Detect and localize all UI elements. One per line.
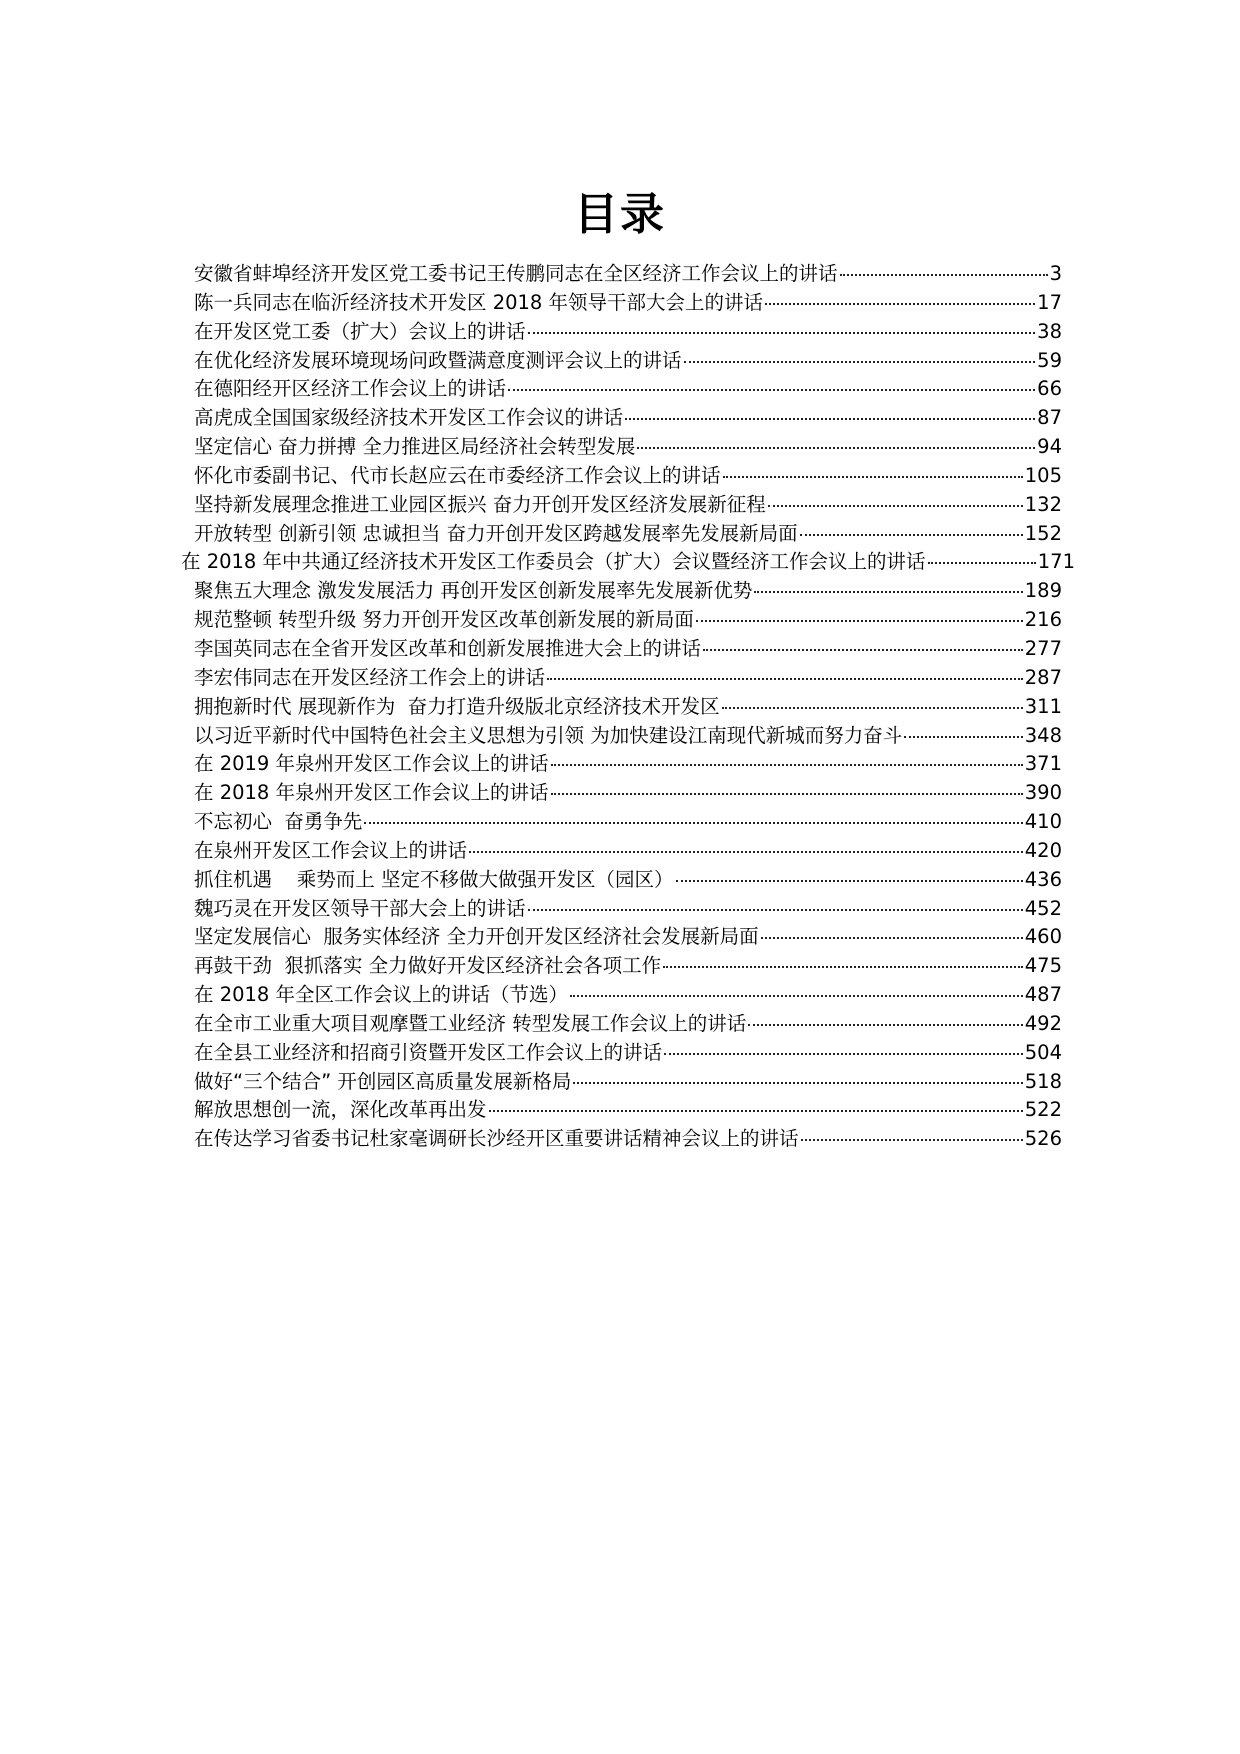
toc-dot-leader bbox=[508, 389, 1035, 391]
toc-page-number: 277 bbox=[1024, 636, 1062, 660]
toc-entry[interactable] bbox=[194, 808, 1062, 837]
toc-dot-leader bbox=[364, 822, 1022, 824]
toc-entry-title: 陈一兵同志在临沂经济技术开发区 2018 年领导干部大会上的讲话 bbox=[194, 290, 764, 314]
toc-entry-title: 在 2018 年全区工作会议上的讲话（节选） bbox=[194, 983, 569, 1007]
toc-page-number: 152 bbox=[1024, 521, 1062, 545]
toc-dot-leader bbox=[663, 966, 1023, 968]
toc-entry[interactable] bbox=[194, 750, 1062, 779]
toc-dot-leader bbox=[551, 793, 1023, 795]
toc-dot-leader bbox=[528, 332, 1036, 334]
toc-entry[interactable] bbox=[194, 577, 1062, 606]
toc-dot-leader bbox=[637, 447, 1035, 449]
toc-entry[interactable] bbox=[194, 1125, 1062, 1154]
toc-entry[interactable] bbox=[194, 462, 1062, 491]
toc-dot-leader bbox=[551, 764, 1023, 766]
toc-page-number: 66 bbox=[1037, 377, 1062, 401]
toc-page-number: 287 bbox=[1024, 665, 1062, 689]
toc-page-number: 132 bbox=[1024, 492, 1062, 516]
toc-page-number: 59 bbox=[1037, 348, 1062, 372]
toc-entry-title: 在 2019 年泉州开发区工作会议上的讲话 bbox=[194, 752, 549, 776]
toc-page-number: 189 bbox=[1024, 579, 1062, 603]
toc-entry[interactable] bbox=[194, 981, 1062, 1010]
toc-entry[interactable] bbox=[194, 404, 1062, 433]
toc-entry[interactable] bbox=[194, 433, 1062, 462]
toc-entry[interactable] bbox=[194, 779, 1062, 808]
toc-entry[interactable] bbox=[194, 693, 1062, 722]
toc-entry[interactable] bbox=[194, 1039, 1062, 1068]
toc-page-number: 38 bbox=[1037, 319, 1062, 343]
toc-entry-title: 聚焦五大理念 激发发展活力 再创开发区创新发展率先发展新优势 bbox=[194, 579, 753, 603]
toc-entry-title: 在全市工业重大项目观摩暨工业经济 转型发展工作会议上的讲话 bbox=[194, 1011, 747, 1035]
toc-entry-title: 坚持新发展理念推进工业园区振兴 奋力开创开发区经济发展新征程 bbox=[194, 492, 766, 516]
toc-dot-leader bbox=[684, 361, 1036, 363]
toc-page-number: 216 bbox=[1024, 608, 1062, 632]
toc-page-number: 518 bbox=[1024, 1069, 1062, 1093]
toc-dot-leader bbox=[761, 937, 1023, 939]
toc-dot-leader bbox=[754, 591, 1022, 593]
toc-entry-title: 规范整顿 转型升级 努力开创开发区改革创新发展的新局面 bbox=[194, 608, 694, 632]
toc-page-number: 311 bbox=[1024, 694, 1062, 718]
toc-dot-leader bbox=[547, 678, 1023, 680]
toc-entry-title: 坚定信心 奋力拼搏 全力推进区局经济社会转型发展 bbox=[194, 435, 636, 459]
toc-page-number: 390 bbox=[1024, 781, 1062, 805]
toc-entry-title: 在优化经济发展环境现场问政暨满意度测评会议上的讲话 bbox=[194, 348, 682, 372]
toc-entry-title: 不忘初心 奋勇争先 bbox=[194, 810, 363, 834]
toc-dot-leader bbox=[528, 909, 1023, 911]
toc-dot-leader bbox=[800, 534, 1023, 536]
toc-entry-title: 在全县工业经济和招商引资暨开发区工作会议上的讲话 bbox=[194, 1040, 663, 1064]
toc-entry-title: 再鼓干劲 狠抓落实 全力做好开发区经济社会各项工作 bbox=[194, 954, 662, 978]
toc-entry-title: 做好“三个结合” 开创园区高质量发展新格局 bbox=[194, 1069, 572, 1093]
toc-entry[interactable] bbox=[194, 664, 1062, 693]
table-of-contents bbox=[181, 260, 1075, 1154]
toc-dot-leader bbox=[625, 418, 1035, 420]
toc-entry[interactable] bbox=[194, 1010, 1062, 1039]
toc-entry[interactable] bbox=[194, 866, 1062, 895]
toc-page-number: 436 bbox=[1024, 867, 1062, 891]
toc-entry-title: 李国英同志在全省开发区改革和创新发展推进大会上的讲话 bbox=[194, 636, 702, 660]
toc-page-number: 94 bbox=[1037, 435, 1062, 459]
toc-entry-title: 开放转型 创新引领 忠诚担当 奋力开创开发区跨越发展率先发展新局面 bbox=[194, 521, 798, 545]
toc-dot-leader bbox=[676, 880, 1023, 882]
toc-page-number: 105 bbox=[1024, 463, 1062, 487]
toc-entry[interactable] bbox=[194, 606, 1062, 635]
toc-page-number: 17 bbox=[1037, 290, 1062, 314]
toc-entry[interactable] bbox=[194, 895, 1062, 924]
toc-entry-title: 李宏伟同志在开发区经济工作会上的讲话 bbox=[194, 665, 546, 689]
toc-page-number: 348 bbox=[1024, 723, 1062, 747]
toc-entry[interactable] bbox=[194, 635, 1062, 664]
toc-page-number: 492 bbox=[1024, 1011, 1062, 1035]
toc-entry-title: 在 2018 年中共通辽经济技术开发区工作委员会（扩大）会议暨经济工作会议上的讲话 bbox=[181, 550, 926, 574]
toc-page-number: 460 bbox=[1024, 925, 1062, 949]
toc-entry[interactable] bbox=[194, 923, 1062, 952]
toc-entry[interactable] bbox=[194, 520, 1062, 549]
toc-entry-title: 安徽省蚌埠经济开发区党工委书记王传鹏同志在全区经济工作会议上的讲话 bbox=[194, 262, 838, 285]
toc-dot-leader bbox=[768, 505, 1023, 507]
toc-dot-leader bbox=[573, 1082, 1022, 1084]
toc-page-number: 487 bbox=[1024, 983, 1062, 1007]
toc-entry[interactable] bbox=[194, 375, 1062, 404]
toc-page-number: 410 bbox=[1024, 810, 1062, 834]
toc-entry-title: 魏巧灵在开发区领导干部大会上的讲话 bbox=[194, 896, 526, 920]
toc-entry[interactable] bbox=[194, 722, 1062, 751]
toc-page-number: 420 bbox=[1024, 838, 1062, 862]
toc-entry-title: 在传达学习省委书记杜家毫调研长沙经开区重要讲话精神会议上的讲话 bbox=[194, 1127, 799, 1151]
toc-entry[interactable] bbox=[194, 952, 1062, 981]
toc-title: 目录 bbox=[574, 189, 666, 241]
toc-entry-title: 怀化市委副书记、代市长赵应云在市委经济工作会议上的讲话 bbox=[194, 463, 721, 487]
toc-entry[interactable] bbox=[194, 289, 1062, 318]
toc-dot-leader bbox=[904, 736, 1023, 738]
toc-dot-leader bbox=[469, 851, 1023, 853]
toc-page-number: 504 bbox=[1024, 1040, 1062, 1064]
toc-entry[interactable] bbox=[194, 260, 1062, 289]
toc-entry[interactable] bbox=[194, 1068, 1062, 1097]
toc-entry-title: 以习近平新时代中国特色社会主义思想为引领 为加快建设江南现代新城而努力奋斗 bbox=[194, 723, 903, 747]
toc-dot-leader bbox=[570, 995, 1023, 997]
toc-entry[interactable] bbox=[194, 347, 1062, 376]
toc-entry-title: 在开发区党工委（扩大）会议上的讲话 bbox=[194, 319, 526, 343]
toc-dot-leader bbox=[664, 1053, 1023, 1055]
toc-page-number: 475 bbox=[1024, 954, 1062, 978]
toc-page-number: 87 bbox=[1037, 406, 1062, 430]
toc-entry-title: 坚定发展信心 服务实体经济 全力开创开发区经济社会发展新局面 bbox=[194, 925, 759, 949]
toc-entry-title: 解放思想创一流，深化改革再出发 bbox=[194, 1098, 487, 1122]
toc-dot-leader bbox=[489, 1110, 1023, 1112]
toc-entry-title: 在德阳经开区经济工作会议上的讲话 bbox=[194, 377, 507, 401]
toc-dot-leader bbox=[928, 562, 1036, 564]
toc-dot-leader bbox=[748, 1024, 1023, 1026]
toc-entry-title: 高虎成全国国家级经济技术开发区工作会议的讲话 bbox=[194, 406, 624, 430]
toc-dot-leader bbox=[765, 303, 1035, 305]
toc-dot-leader bbox=[696, 620, 1023, 622]
toc-dot-leader bbox=[703, 649, 1023, 651]
toc-entry[interactable] bbox=[194, 1096, 1062, 1125]
toc-dot-leader bbox=[801, 1139, 1023, 1141]
toc-dot-leader bbox=[723, 476, 1023, 478]
toc-entry[interactable] bbox=[194, 837, 1062, 866]
toc-entry-title: 拥抱新时代 展现新作为 奋力打造升级版北京经济技术开发区 bbox=[194, 694, 720, 718]
toc-page-number: 171 bbox=[1037, 550, 1075, 574]
toc-entry[interactable] bbox=[194, 318, 1062, 347]
toc-entry[interactable] bbox=[194, 491, 1062, 520]
toc-dot-leader bbox=[722, 707, 1023, 709]
toc-page-number: 3 bbox=[1049, 262, 1062, 285]
toc-page-number: 452 bbox=[1024, 896, 1062, 920]
toc-entry-title: 在泉州开发区工作会议上的讲话 bbox=[194, 838, 468, 862]
toc-entry-title: 抓住机遇 乘势而上 坚定不移做大做强开发区（园区） bbox=[194, 867, 674, 891]
toc-entry-title: 在 2018 年泉州开发区工作会议上的讲话 bbox=[194, 781, 549, 805]
toc-page-number: 526 bbox=[1024, 1127, 1062, 1151]
toc-dot-leader bbox=[840, 274, 1048, 276]
toc-page-number: 371 bbox=[1024, 752, 1062, 776]
toc-entry[interactable] bbox=[181, 548, 1075, 577]
toc-page-number: 522 bbox=[1024, 1098, 1062, 1122]
